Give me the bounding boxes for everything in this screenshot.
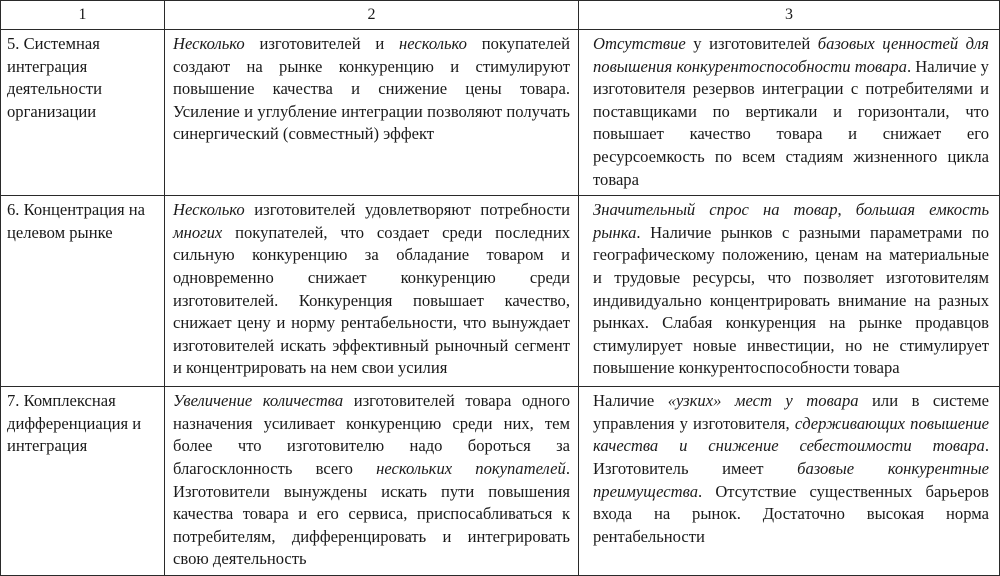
- italic-fragment: Увеличение количества: [173, 391, 344, 411]
- italic-fragment: Отсутствие: [593, 34, 686, 53]
- header-col-2: 2: [165, 1, 579, 30]
- italic-fragment: Несколько: [173, 34, 245, 53]
- italic-fragment: Несколько: [173, 200, 245, 220]
- header-col-1: 1: [1, 1, 165, 30]
- table-row: [1, 196, 1000, 387]
- italic-fragment: многих: [173, 222, 223, 242]
- strategy-name-cell: 7. Комплексная дифференциация и интеграция: [1, 387, 165, 576]
- conditions-cell: Наличие «узких» мест у товара или в системе управления у изготовителя, сдерживающих повышение качества и снижение себестоимости товара. Изготовитель имеет базовые конкурентные преимущества. Отсутствие существенных барьеров входа на рынок. Достаточно высокая норма рентабельности: [579, 387, 1000, 576]
- competition-cell: Несколько изготовителей удовлетворяют потребности многих покупателей, что создает среди последних сильную конкуренцию за обладание товаром и одновременно снижает конкуренцию среди изготовителей. Конкуренция повышает качество, снижает цену и норму рентабельности, что вынуждает изготовителей искать эффективный рыночный сегмент и концентрировать на нем свои усилия: [165, 196, 579, 387]
- italic-fragment: базовые конкурентные преимущества: [593, 458, 989, 501]
- table-row: [1, 30, 1000, 196]
- strategy-name-cell: 5. Системная интеграция деятельности организации: [1, 30, 165, 196]
- header-row: [1, 1, 1000, 30]
- strategy-name-cell: 6. Концентрация на целевом рынке: [1, 196, 165, 387]
- competition-cell: Несколько изготовителей и несколько покупателей создают на рынке конкуренцию и стимулируют повышение качества и снижение цены товара. Усиление и углубление интеграции позволяют получать синергический (совместный) эффект: [165, 30, 579, 196]
- italic-fragment: сдерживающих повышение качества и снижение себестоимости товара: [593, 413, 989, 456]
- table-row: [1, 387, 1000, 576]
- italic-fragment: базовых ценностей для повышения конкурентоспособности товара: [593, 34, 989, 76]
- italic-fragment: «узких» мест у товара: [667, 391, 859, 411]
- conditions-cell: Отсутствие у изготовителей базовых ценностей для повышения конкурентоспособности товара. Наличие у изготовителя резервов интеграции с потребителями и поставщиками по вертикали и горизонтали, что повышает качество товара и снижает его ресурсоемкость по всем стадиям жизненного цикла товара: [579, 30, 1000, 196]
- header-col-3: 3: [579, 1, 1000, 30]
- italic-fragment: несколько: [398, 34, 467, 53]
- italic-fragment: Значительный спрос на товар: [593, 200, 838, 220]
- conditions-cell: Значительный спрос на товар, большая емкость рынка. Наличие рынков с разными параметрами по географическому положению, ценам на материальные и трудовые ресурсы, что позволяет изготовителям индивидуально концентрировать внимание на разных рынках. Слабая конкуренция на рынке продавцов стимулирует новые инвестиции, но не стимулирует повышение конкурентоспособности товара: [579, 196, 1000, 387]
- competition-cell: Увеличение количества изготовителей товара одного назначения усиливает конкуренцию среди них, тем более что изготовителю надо бороться за благосклонность всего нескольких покупателей. Изготовители вынуждены искать пути повышения качества товара и его сервиса, приспосабливаться к потребителям, дифференцировать и интегрировать свою деятельность: [165, 387, 579, 576]
- italic-fragment: большая емкость рынка: [593, 200, 989, 242]
- italic-fragment: нескольких покупателей: [376, 458, 566, 478]
